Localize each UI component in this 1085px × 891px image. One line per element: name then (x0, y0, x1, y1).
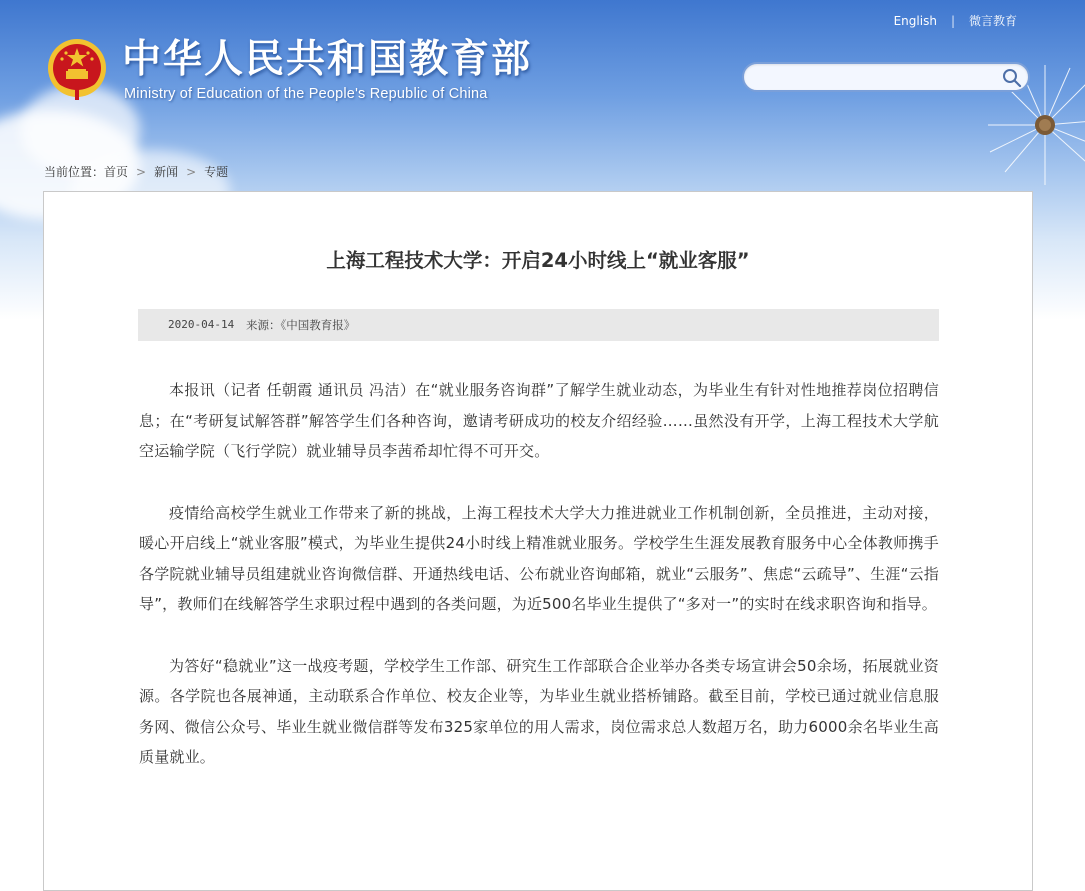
top-links (894, 12, 1017, 29)
breadcrumb-prefix: 当前位置： (44, 165, 105, 179)
breadcrumb-home[interactable]: 首页 (104, 165, 129, 179)
breadcrumb-topic[interactable]: 专题 (204, 165, 229, 179)
article-container (43, 191, 1033, 891)
article-source: 来源：《中国教育报》 (246, 318, 356, 332)
article-paragraph: 本报讯（记者 任朝霞 通讯员 冯洁）在“就业服务咨询群”了解学生就业动态，为毕业生有针对性地推荐岗位招聘信息；在“考研复试解答群”解答学生们各种咨询，邀请考研成功的校友介绍经验……虽然没有开学，上海工程技术大学航空运输学院（飞行学院）就业辅导员李茜希却忙得不可开交。 (139, 381, 939, 460)
breadcrumb-news[interactable]: 新闻 (154, 165, 179, 179)
english-link[interactable]: English (893, 14, 937, 28)
weibo-link[interactable]: 微言教育 (968, 14, 1017, 28)
search-box (742, 62, 1030, 92)
national-emblem-icon[interactable] (46, 38, 108, 102)
article-title: 上海工程技术大学：开启24小时线上“就业客服” (326, 249, 750, 272)
link-separator: | (950, 14, 955, 28)
site-title[interactable]: 中华人民共和国教育部 (122, 37, 533, 82)
breadcrumb (44, 163, 228, 180)
search-input[interactable] (756, 67, 1000, 89)
article-meta (138, 309, 939, 341)
breadcrumb-separator: > (186, 165, 197, 179)
article-date: 2020-04-14 (168, 318, 235, 331)
breadcrumb-separator: > (136, 165, 147, 179)
article-body (139, 375, 939, 804)
article-paragraph: 疫情给高校学生就业工作带来了新的挑战，上海工程技术大学大力推进就业工作机制创新，全员推进，主动对接，暖心开启线上“就业客服”模式，为毕业生提供24小时线上精准就业服务。学校学生生涯发展教育服务中心全体教师携手各学院就业辅导员组建就业咨询微信群、开通热线电话、公布就业咨询邮箱，就业“云服务”、焦虑“云疏导”、生涯“云指导”，教师们在线解答学生求职过程中遇到的各类问题，为近500名毕业生提供了“多对一”的实时在线求职咨询和指导。 (139, 503, 939, 613)
search-icon[interactable] (1002, 68, 1022, 88)
site-subtitle: Ministry of Education of the People's Republic of China (124, 86, 488, 102)
article-paragraph: 为答好“稳就业”这一战疫考题，学校学生工作部、研究生工作部联合企业举办各类专场宣讲会50余场，拓展就业资源。各学院也各展神通，主动联系合作单位、校友企业等，为毕业生就业搭桥铺路。截至目前，学校已通过就业信息服务网、微信公众号、毕业生就业微信群等发布325家单位的用人需求，岗位需求总人数超万名，助力6000余名毕业生高质量就业。 (139, 656, 939, 766)
